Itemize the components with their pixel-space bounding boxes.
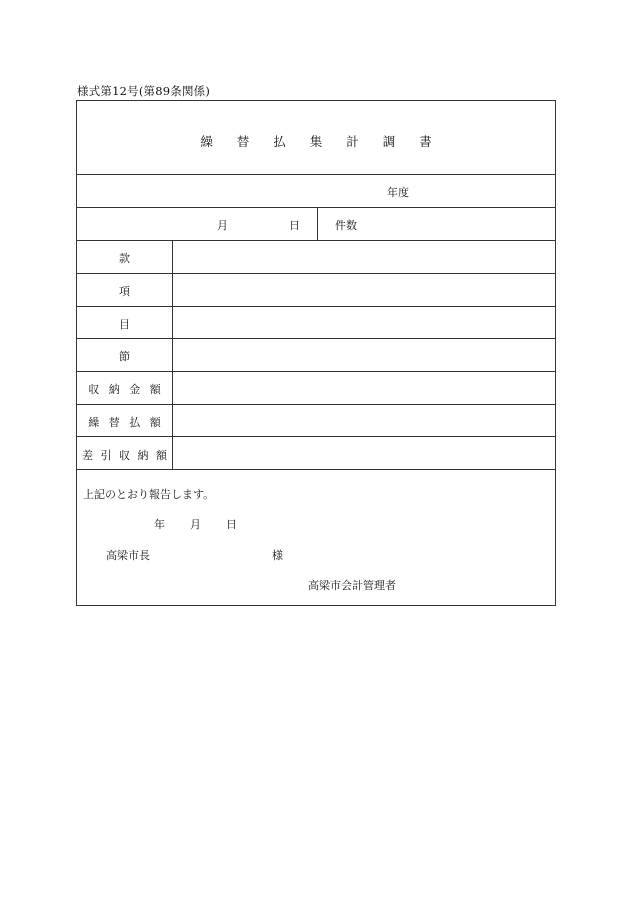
month-label: 月	[217, 219, 228, 232]
divider	[77, 436, 555, 437]
divider	[77, 371, 555, 372]
row-label-net-receipt: 差 引 収 納 額	[82, 449, 167, 462]
divider	[77, 207, 555, 208]
divider	[77, 404, 555, 405]
divider	[77, 240, 555, 241]
honorific: 様	[272, 549, 283, 562]
sender: 高梁市会計管理者	[308, 579, 396, 592]
divider	[77, 338, 555, 339]
fiscal-year-label: 年度	[387, 186, 409, 199]
divider	[77, 174, 555, 175]
addressee: 高梁市長	[106, 549, 150, 562]
divider	[77, 273, 555, 274]
count-label: 件数	[335, 219, 357, 232]
row-label-kan: 款	[119, 252, 130, 265]
report-form	[76, 100, 556, 606]
divider	[77, 469, 555, 470]
row-label-receipt-amount: 収 納 金 額	[88, 383, 161, 396]
date-year-label: 年	[154, 518, 165, 531]
day-label: 日	[289, 219, 300, 232]
form-number-label: 様式第12号(第89条関係)	[77, 84, 211, 98]
divider	[317, 207, 318, 240]
row-label-setsu: 節	[119, 350, 130, 363]
label-column-divider	[172, 240, 173, 469]
form-title: 繰 替 払 集 計 調 書	[200, 134, 432, 149]
date-month-label: 月	[190, 518, 201, 531]
row-label-moku: 目	[119, 318, 130, 331]
row-label-substitute-payment: 繰 替 払 額	[88, 416, 161, 429]
report-statement: 上記のとおり報告します。	[83, 488, 215, 501]
divider	[77, 306, 555, 307]
date-day-label: 日	[226, 518, 237, 531]
row-label-kou: 項	[119, 285, 130, 298]
